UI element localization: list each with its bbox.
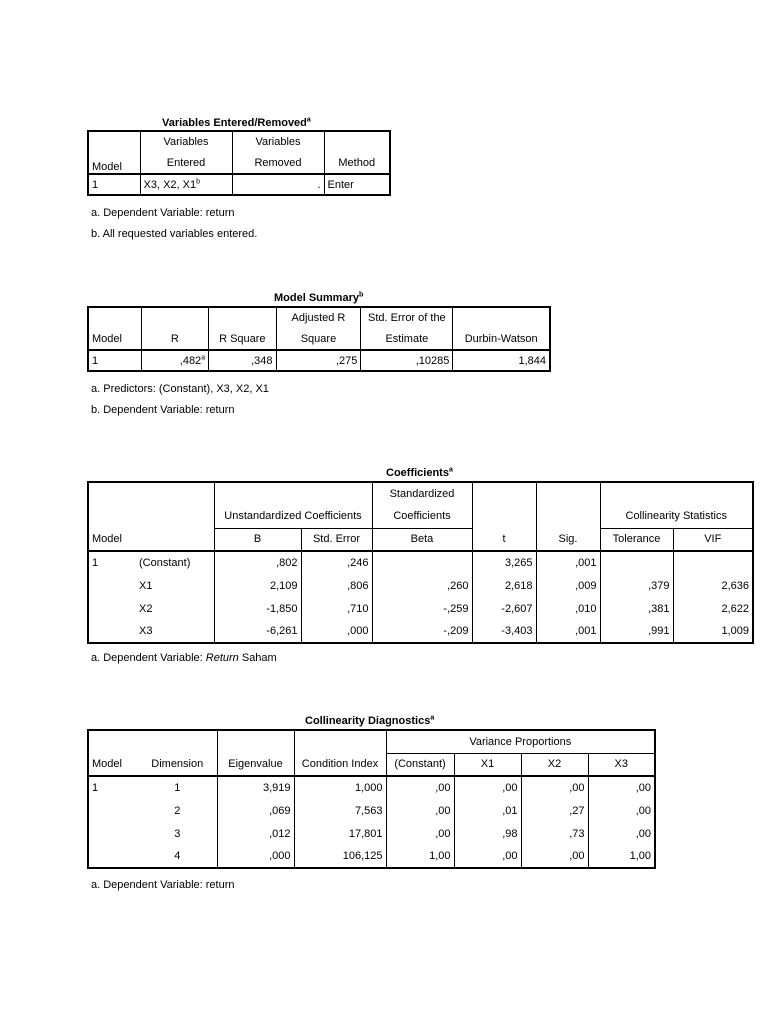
method-cell: Enter bbox=[324, 174, 390, 195]
x2-cell: ,27 bbox=[521, 799, 588, 822]
coefficients-table bbox=[87, 481, 754, 644]
constant-cell: ,00 bbox=[386, 822, 454, 845]
se-header-line1: Std. Error of the bbox=[361, 307, 453, 328]
vif-cell: 1,009 bbox=[673, 620, 753, 643]
collinearity-statistics-header: Collinearity Statistics bbox=[600, 505, 753, 528]
dimension-cell: 2 bbox=[174, 804, 181, 817]
predictor-name: X1 bbox=[139, 579, 153, 592]
t-cell: -2,607 bbox=[472, 597, 536, 620]
method-header: Method bbox=[324, 152, 390, 174]
t-cell: -3,403 bbox=[472, 620, 536, 643]
sig-cell: ,009 bbox=[536, 574, 600, 597]
sig-cell: ,001 bbox=[536, 551, 600, 574]
se-header-line2: Estimate bbox=[361, 328, 453, 350]
variables-entered-title: Variables Entered/Removed$^a$ bbox=[162, 116, 311, 129]
tolerance-cell bbox=[600, 551, 673, 574]
tolerance-cell: ,379 bbox=[600, 574, 673, 597]
footnote: b. All requested variables entered. bbox=[91, 228, 258, 240]
b-cell: -1,850 bbox=[214, 597, 301, 620]
x2-cell: ,73 bbox=[521, 822, 588, 845]
durbin-watson-header: Durbin-Watson bbox=[453, 328, 550, 350]
collinearity-diagnostics-title: Collinearity Diagnostics$^a$ bbox=[305, 714, 435, 727]
beta-cell bbox=[372, 551, 472, 574]
removed-header-line1: Variables bbox=[232, 131, 324, 152]
std-error-cell: ,000 bbox=[301, 620, 372, 643]
model-cell: 1 bbox=[88, 551, 136, 574]
x2-cell: ,00 bbox=[521, 776, 588, 799]
dimension-header: Dimension bbox=[138, 753, 217, 776]
eigenvalue-header: Eigenvalue bbox=[217, 753, 294, 776]
table-row bbox=[88, 776, 655, 799]
sig-cell: ,010 bbox=[536, 597, 600, 620]
table-row bbox=[88, 799, 655, 822]
eigenvalue-cell: ,069 bbox=[217, 799, 294, 822]
std-error-header: Std. Error bbox=[301, 528, 372, 551]
x2-header: X2 bbox=[521, 753, 588, 776]
eigenvalue-cell: ,000 bbox=[217, 845, 294, 868]
durbin-watson-cell: 1,844 bbox=[453, 350, 550, 371]
beta-cell: -,209 bbox=[372, 620, 472, 643]
removed-header-line2: Removed bbox=[232, 152, 324, 174]
tolerance-cell: ,991 bbox=[600, 620, 673, 643]
t-cell: 2,618 bbox=[472, 574, 536, 597]
condition-index-cell: 17,801 bbox=[294, 822, 386, 845]
eigenvalue-cell: 3,919 bbox=[217, 776, 294, 799]
table-row bbox=[88, 597, 753, 620]
table-row bbox=[88, 551, 753, 574]
constant-cell: 1,00 bbox=[386, 845, 454, 868]
b-cell: -6,261 bbox=[214, 620, 301, 643]
predictor-name: (Constant) bbox=[139, 557, 191, 569]
condition-index-header: Condition Index bbox=[294, 753, 386, 776]
r-square-header: R Square bbox=[209, 328, 276, 350]
beta-header: Beta bbox=[372, 528, 472, 551]
x1-cell: ,00 bbox=[454, 776, 521, 799]
std-error-cell: ,246 bbox=[301, 551, 372, 574]
table-row bbox=[88, 574, 753, 597]
x1-header: X1 bbox=[454, 753, 521, 776]
model-header: Model bbox=[88, 753, 138, 776]
standardized-header-line1: Standardized bbox=[372, 482, 472, 505]
beta-cell: ,260 bbox=[372, 574, 472, 597]
standardized-header-line2: Coefficients bbox=[372, 505, 472, 528]
footnote: a. Dependent Variable: return bbox=[91, 207, 235, 219]
model-summary-title: Model Summary$^b$ bbox=[274, 291, 364, 304]
beta-cell: -,259 bbox=[372, 597, 472, 620]
x2-cell: ,00 bbox=[521, 845, 588, 868]
vif-cell: 2,622 bbox=[673, 597, 753, 620]
t-header: t bbox=[472, 528, 536, 551]
b-header: B bbox=[214, 528, 301, 551]
model-cell: 1 bbox=[88, 350, 141, 371]
constant-cell: ,00 bbox=[386, 799, 454, 822]
variables-entered-table bbox=[87, 130, 391, 196]
t-cell: 3,265 bbox=[472, 551, 536, 574]
dimension-cell: 4 bbox=[138, 845, 217, 868]
model-header: Model bbox=[88, 152, 140, 174]
x3-cell: ,00 bbox=[588, 776, 655, 799]
x3-cell: ,00 bbox=[588, 799, 655, 822]
condition-index-cell: 7,563 bbox=[294, 799, 386, 822]
table-row bbox=[88, 822, 655, 845]
model-cell: 1 bbox=[88, 174, 140, 195]
std-error-cell: ,10285 bbox=[361, 350, 453, 371]
sig-header: Sig. bbox=[536, 528, 600, 551]
adjusted-r-square-cell: ,275 bbox=[276, 350, 361, 371]
eigenvalue-cell: ,012 bbox=[217, 822, 294, 845]
footnote: a. Predictors: (Constant), X3, X2, X1 bbox=[91, 383, 269, 395]
x3-cell: 1,00 bbox=[588, 845, 655, 868]
model-cell: 1 bbox=[88, 776, 138, 799]
entered-header-line2: Entered bbox=[140, 152, 232, 174]
condition-index-cell: 1,000 bbox=[294, 776, 386, 799]
x3-cell: ,00 bbox=[588, 822, 655, 845]
model-summary-table bbox=[87, 306, 551, 372]
std-error-cell: ,806 bbox=[301, 574, 372, 597]
table-row bbox=[88, 620, 753, 643]
predictor-name: X3 bbox=[136, 620, 214, 643]
tolerance-cell: ,381 bbox=[600, 597, 673, 620]
tolerance-header: Tolerance bbox=[600, 528, 673, 551]
collinearity-diagnostics-table bbox=[87, 729, 656, 869]
sig-cell: ,001 bbox=[536, 620, 600, 643]
vif-header: VIF bbox=[673, 528, 753, 551]
dimension-cell: 1 bbox=[174, 782, 181, 794]
adjusted-header-line1: Adjusted R bbox=[276, 307, 361, 328]
adjusted-header-line2: Square bbox=[276, 328, 361, 350]
condition-index-cell: 106,125 bbox=[294, 845, 386, 868]
footnote: a. Dependent Variable: Return Saham bbox=[91, 652, 277, 664]
model-header: Model bbox=[88, 328, 141, 350]
footnote: a. Dependent Variable: return bbox=[91, 879, 235, 891]
unstandardized-header: Unstandardized Coefficients bbox=[214, 505, 372, 528]
x1-cell: ,01 bbox=[454, 799, 521, 822]
r-square-cell: ,348 bbox=[209, 350, 276, 371]
constant-header: (Constant) bbox=[386, 753, 454, 776]
r-header: R bbox=[141, 328, 208, 350]
std-error-cell: ,710 bbox=[301, 597, 372, 620]
x1-cell: ,00 bbox=[454, 845, 521, 868]
entered-header-line1: Variables bbox=[140, 131, 232, 152]
constant-cell: ,00 bbox=[386, 776, 454, 799]
table-row bbox=[88, 845, 655, 868]
vif-cell bbox=[673, 551, 753, 574]
predictor-name: X2 bbox=[139, 602, 153, 615]
variance-proportions-header: Variance Proportions bbox=[386, 730, 655, 753]
x3-header: X3 bbox=[588, 753, 655, 776]
coefficients-title: Coefficients$^a$ bbox=[386, 466, 453, 479]
removed-cell: . bbox=[232, 174, 324, 195]
entered-cell: X3, X2, X1$^b$ bbox=[140, 174, 232, 195]
x1-cell: ,98 bbox=[454, 822, 521, 845]
footnote: b. Dependent Variable: return bbox=[91, 404, 235, 416]
b-cell: ,802 bbox=[214, 551, 301, 574]
b-cell: 2,109 bbox=[214, 574, 301, 597]
model-header: Model bbox=[88, 528, 214, 551]
dimension-cell: 3 bbox=[174, 827, 181, 840]
vif-cell: 2,636 bbox=[673, 574, 753, 597]
r-cell: ,482$^a$ bbox=[141, 350, 208, 371]
